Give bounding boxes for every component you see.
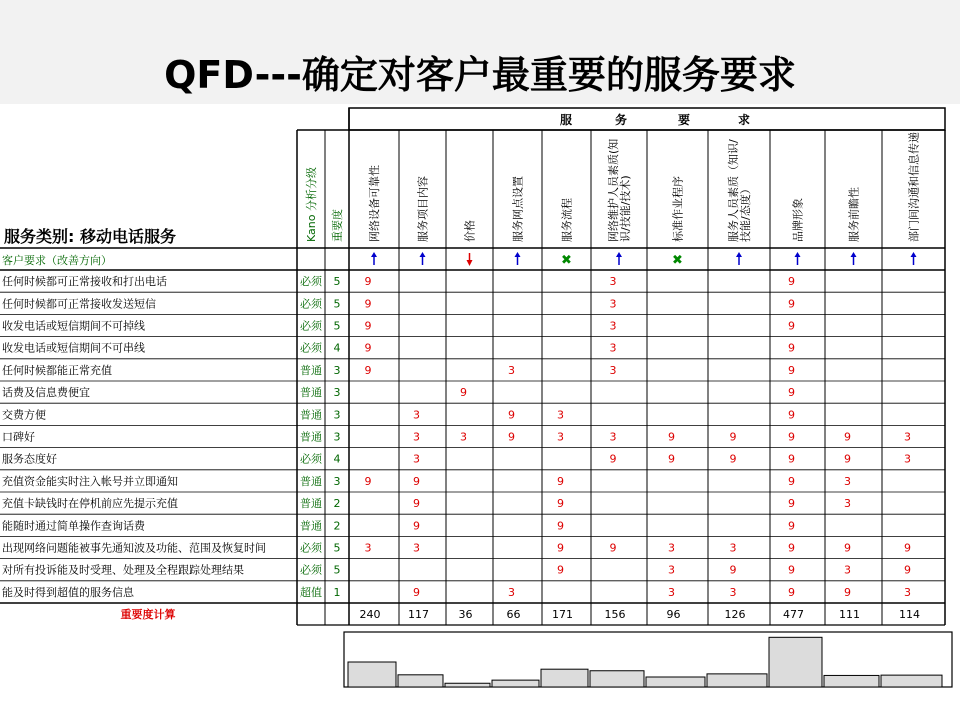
relationship-score: 3 [609, 319, 617, 333]
relationship-score: 3 [609, 341, 617, 355]
column-label: 标准作业程序 [671, 176, 685, 242]
importance-bar [881, 675, 942, 687]
importance-value: 5 [333, 319, 341, 333]
importance-bar [398, 675, 443, 687]
importance-total: 66 [506, 608, 521, 621]
relationship-score: 3 [609, 430, 617, 444]
kano-grade: 必须 [300, 297, 322, 311]
relationship-score: 3 [364, 541, 372, 555]
importance-value: 3 [333, 363, 341, 377]
relationship-score: 9 [609, 452, 617, 466]
service-requirements-header-char: 服 [560, 113, 573, 127]
importance-bar [646, 677, 705, 687]
importance-value: 5 [333, 297, 341, 311]
importance-total: 240 [359, 608, 381, 621]
relationship-score: 3 [609, 363, 617, 377]
importance-value: 2 [333, 519, 341, 533]
target-x-marker: ✖ [672, 253, 683, 268]
column-label: 服务网点设置 [511, 176, 525, 242]
kano-grade: 普通 [300, 519, 322, 533]
relationship-score: 9 [413, 585, 420, 599]
relationship-score: 9 [557, 497, 564, 511]
column-label: 品牌形象 [791, 198, 805, 242]
kano-grade: 必须 [300, 341, 322, 355]
customer-requirement: 充值资金能实时注入帐号并立即通知 [2, 474, 178, 488]
relationship-score: 3 [668, 585, 675, 599]
improve-up-arrowhead [371, 252, 377, 257]
importance-calc-label: 重要度计算 [120, 608, 176, 621]
improve-up-arrowhead [795, 252, 801, 257]
relationship-score: 9 [364, 474, 372, 488]
relationship-score: 9 [788, 319, 795, 333]
relationship-score: 9 [788, 474, 795, 488]
column-label: 识/技能/技术) [619, 175, 632, 242]
customer-requirement: 对所有投诉能及时受理、处理及全程跟踪处理结果 [2, 563, 244, 577]
kano-grade: 普通 [300, 430, 322, 444]
kano-header: Kano 分析分级 [305, 167, 318, 242]
importance-total: 36 [458, 608, 473, 621]
importance-total: 117 [408, 608, 429, 621]
relationship-score: 3 [844, 497, 851, 511]
relationship-score: 9 [557, 474, 564, 488]
relationship-score: 3 [508, 585, 515, 599]
improve-up-arrowhead [911, 252, 917, 257]
importance-value: 3 [333, 408, 341, 422]
relationship-score: 9 [788, 297, 795, 311]
relationship-score: 3 [904, 430, 911, 444]
customer-requirement: 任何时候都可正常接收发送短信 [2, 297, 156, 311]
relationship-score: 9 [413, 497, 420, 511]
column-label: 服务流程 [560, 198, 574, 242]
importance-total: 111 [839, 608, 860, 621]
kano-grade: 普通 [300, 474, 322, 488]
relationship-score: 9 [413, 519, 420, 533]
improve-up-arrowhead [736, 252, 742, 257]
relationship-score: 9 [364, 341, 372, 355]
relationship-score: 9 [729, 430, 737, 444]
kano-grade: 普通 [300, 497, 322, 511]
slide-title: QFD---确定对客户最重要的服务要求 [164, 53, 796, 97]
relationship-score: 9 [788, 408, 795, 422]
customer-requirements-label: 客户要求（改善方向） [2, 254, 112, 267]
customer-requirement: 充值卡缺钱时在停机前应先提示充值 [2, 497, 178, 511]
importance-total: 96 [666, 608, 681, 621]
service-requirements-header-char: 求 [738, 113, 751, 127]
relationship-score: 3 [413, 408, 420, 422]
importance-value: 4 [333, 452, 341, 466]
relationship-score: 9 [460, 386, 467, 400]
service-requirements-header-char: 务 [615, 113, 628, 127]
relationship-score: 9 [364, 275, 372, 289]
importance-value: 4 [333, 341, 341, 355]
column-label: 服务前瞻性 [847, 187, 861, 242]
target-x-marker: ✖ [561, 253, 572, 268]
relationship-score: 3 [844, 563, 851, 577]
relationship-score: 9 [788, 430, 795, 444]
relationship-score: 9 [788, 386, 795, 400]
importance-bar [348, 662, 396, 687]
relationship-score: 9 [557, 541, 564, 555]
column-label: 技能/态度） [739, 183, 752, 242]
customer-requirement: 交费方便 [2, 408, 46, 422]
relationship-score: 9 [788, 275, 795, 289]
importance-bar [541, 669, 588, 687]
importance-value: 3 [333, 386, 341, 400]
customer-requirement: 口碑好 [2, 430, 35, 444]
kano-grade: 必须 [300, 563, 322, 577]
relationship-score: 9 [364, 297, 372, 311]
relationship-score: 3 [904, 452, 911, 466]
column-label: 网络设备可靠性 [368, 165, 381, 242]
relationship-score: 9 [508, 408, 515, 422]
importance-bar [492, 680, 539, 687]
importance-bar [590, 671, 644, 687]
relationship-score: 9 [788, 452, 795, 466]
relationship-score: 9 [904, 563, 911, 577]
kano-grade: 必须 [300, 275, 322, 289]
customer-requirement: 能及时得到超值的服务信息 [2, 585, 134, 599]
importance-bar [769, 637, 822, 687]
customer-requirement: 收发电话或短信期间不可串线 [2, 341, 145, 355]
relationship-score: 3 [557, 430, 564, 444]
relationship-score: 3 [413, 430, 420, 444]
relationship-score: 3 [508, 363, 515, 377]
relationship-score: 9 [844, 585, 851, 599]
column-label: 网络维护人员素质(知 [607, 138, 620, 242]
importance-bar [824, 675, 879, 687]
importance-value: 1 [333, 585, 341, 599]
column-label: 价格 [463, 220, 477, 242]
importance-header: 重要度 [331, 209, 344, 242]
relationship-score: 9 [413, 474, 420, 488]
relationship-score: 3 [557, 408, 564, 422]
service-requirements-header-char: 要 [678, 113, 691, 127]
customer-requirement: 任何时候都能正常充值 [2, 363, 112, 377]
relationship-score: 3 [729, 541, 737, 555]
importance-value: 5 [333, 563, 341, 577]
relationship-score: 3 [460, 430, 467, 444]
kano-grade: 超值 [300, 585, 322, 599]
relationship-score: 3 [413, 452, 420, 466]
importance-value: 5 [333, 275, 341, 289]
importance-bar [445, 683, 490, 687]
relationship-score: 9 [557, 563, 564, 577]
relationship-score: 3 [413, 541, 420, 555]
relationship-score: 3 [668, 541, 675, 555]
importance-value: 5 [333, 541, 341, 555]
improve-up-arrowhead [515, 252, 521, 257]
customer-requirement: 服务态度好 [2, 452, 57, 466]
customer-requirement: 任何时候都可正常接收和打出电话 [2, 275, 167, 289]
relationship-score: 9 [668, 452, 675, 466]
relationship-score: 9 [729, 452, 737, 466]
kano-grade: 必须 [300, 541, 322, 555]
service-category-label: 服务类别: 移动电话服务 [4, 227, 176, 246]
relationship-score: 9 [508, 430, 515, 444]
relationship-score: 9 [364, 363, 372, 377]
importance-total: 114 [899, 608, 920, 621]
improve-up-arrowhead [420, 252, 426, 257]
relationship-score: 9 [668, 430, 675, 444]
relationship-score: 9 [609, 541, 617, 555]
relationship-score: 9 [557, 519, 564, 533]
relationship-score: 9 [788, 563, 795, 577]
relationship-score: 3 [609, 297, 617, 311]
kano-grade: 必须 [300, 452, 322, 466]
relationship-score: 3 [609, 275, 617, 289]
relationship-score: 3 [668, 563, 675, 577]
customer-requirement: 话费及信息费便宜 [2, 386, 90, 400]
importance-value: 2 [333, 497, 341, 511]
importance-value: 3 [333, 430, 341, 444]
relationship-score: 9 [788, 497, 795, 511]
kano-grade: 普通 [300, 386, 322, 400]
improve-up-arrowhead [851, 252, 857, 257]
customer-requirement: 能随时通过简单操作查询话费 [2, 519, 145, 533]
improve-up-arrowhead [616, 252, 622, 257]
relationship-score: 9 [788, 541, 795, 555]
kano-grade: 普通 [300, 408, 322, 422]
relationship-score: 9 [904, 541, 911, 555]
relationship-score: 9 [844, 452, 851, 466]
importance-total: 156 [604, 608, 626, 621]
kano-grade: 必须 [300, 319, 322, 333]
relationship-score: 9 [788, 585, 795, 599]
relationship-score: 3 [729, 585, 737, 599]
relationship-score: 9 [364, 319, 372, 333]
importance-total: 126 [724, 608, 746, 621]
relationship-score: 9 [788, 519, 795, 533]
relationship-score: 3 [844, 474, 851, 488]
customer-requirement: 出现网络问题能被事先通知波及功能、范围及恢复时间 [2, 541, 266, 555]
relationship-score: 9 [844, 430, 851, 444]
column-label: 部门间沟通和信息传递 [907, 132, 921, 242]
column-label: 服务项目内容 [416, 176, 430, 242]
relationship-score: 9 [844, 541, 851, 555]
column-label: 服务人员素质（知识/ [727, 139, 740, 242]
improve-down-arrowhead [467, 260, 473, 266]
importance-total: 171 [552, 608, 573, 621]
service-requirements-header-band [349, 108, 945, 130]
relationship-score: 9 [729, 563, 737, 577]
relationship-score: 9 [788, 363, 795, 377]
importance-total: 477 [783, 608, 804, 621]
customer-requirement: 收发电话或短信期间不可掉线 [2, 319, 145, 333]
kano-grade: 普通 [300, 363, 322, 377]
importance-value: 3 [333, 474, 341, 488]
importance-bar [707, 674, 767, 687]
relationship-score: 3 [904, 585, 911, 599]
relationship-score: 9 [788, 341, 795, 355]
